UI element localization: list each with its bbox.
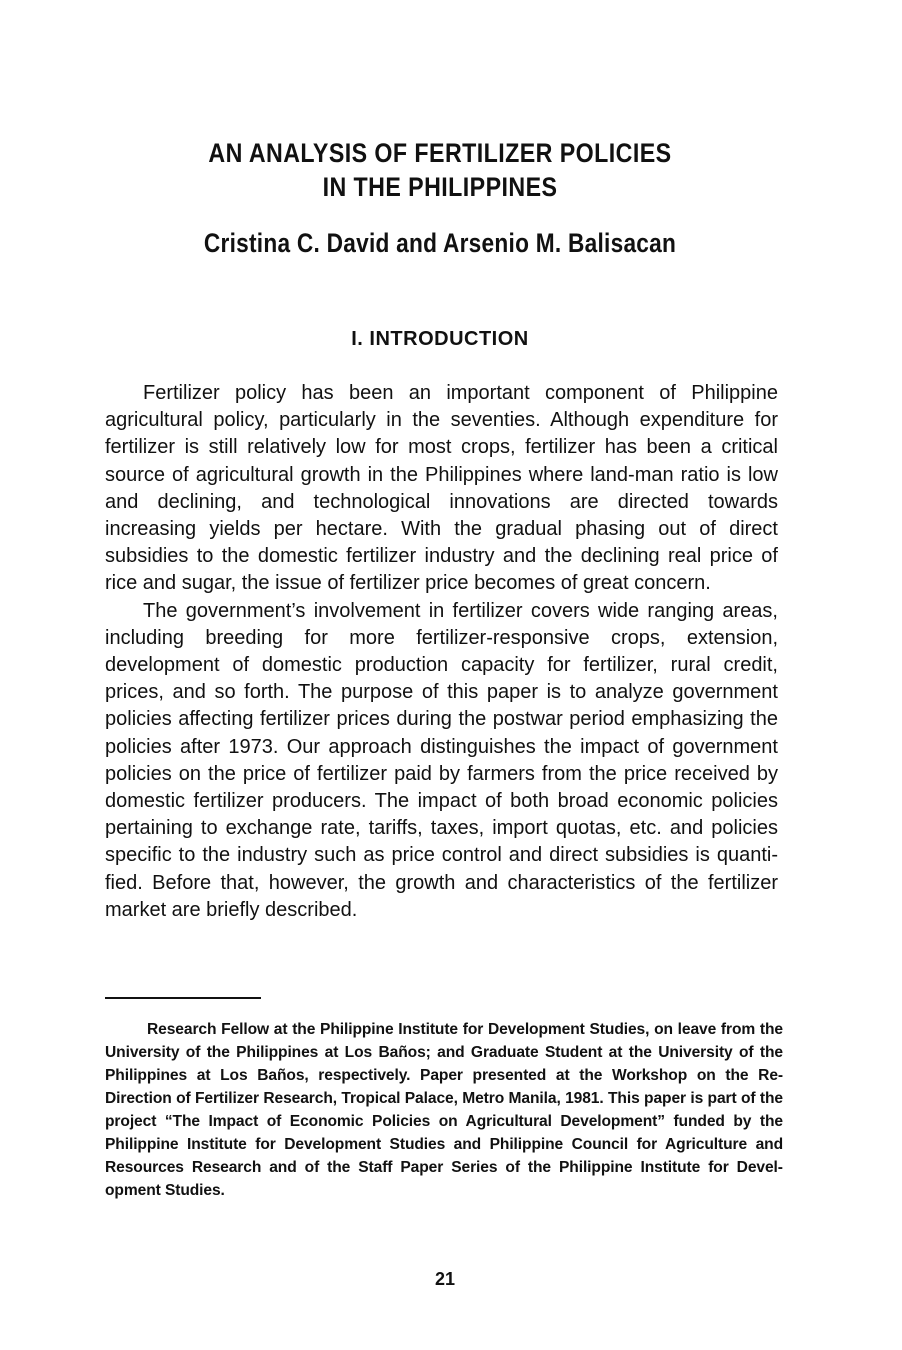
paragraph-1: Fertilizer policy has been an important component of Philippine agricultural policy, particularly in the seventies. Although expenditure for fertilizer is still relatively low for most crops, fertilizer has been a critical source of agricultural growth in the Philippines where land-man ratio is low and declining, and technological innovations are directed towards increasing yields per hectare. With the gradual phasing out of direct subsidies to the domestic fertilizer industry and the declining real price of rice and sugar, the issue of fertilizer price becomes of great concern. xyxy=(105,382,778,595)
footnote-divider xyxy=(105,997,261,999)
section-heading-introduction: I. INTRODUCTION xyxy=(351,328,529,350)
paper-title-line-1: AN ANALYSIS OF FERTILIZER POLICIES xyxy=(208,138,672,168)
page-number: 21 xyxy=(434,1269,456,1289)
paper-authors: Cristina C. David and Arsenio M. Balisacan xyxy=(203,228,677,258)
body-text xyxy=(105,380,778,924)
footnote: Research Fellow at the Philippine Institute for Development Studies, on leave from the University of the Philippines at Los Baños; and Graduate Student at the University of the Philippines at Los Baños, respectively. Paper presented at the Workshop on the Re-Direction of Fertilizer Research, Tropical Palace, Metro Manila, 1981. This paper is part of the project “The Impact of Economic Policies on Agricultural Development” funded by the Philippine Institute for Development Studies and Philippine Council for Agriculture and Resources Research and of the Staff Paper Series of the Philippine Institute for Development Studies. xyxy=(105,1021,783,1199)
paragraph-2: The government’s involvement in fertilizer covers wide ranging areas, including breeding for more fertilizer-responsive crops, extension, development of domestic production capacity for fertilizer, rural credit, prices, and so forth. The purpose of this paper is to analyze government policies affecting fertilizer prices during the postwar period emphasizing the policies after 1973. Our approach distinguishes the impact of government policies on the price of fertilizer paid by farmers from the price received by domestic fertilizer producers. The impact of both broad economic policies pertaining to exchange rate, tariffs, taxes, import quotas, etc. and policies specific to the industry such as price control and direct subsidies is quantified. Before that, however, the growth and characteristics of the fertilizer market are briefly described. xyxy=(105,599,778,921)
paper-title-line-2: IN THE PHILIPPINES xyxy=(322,172,558,202)
